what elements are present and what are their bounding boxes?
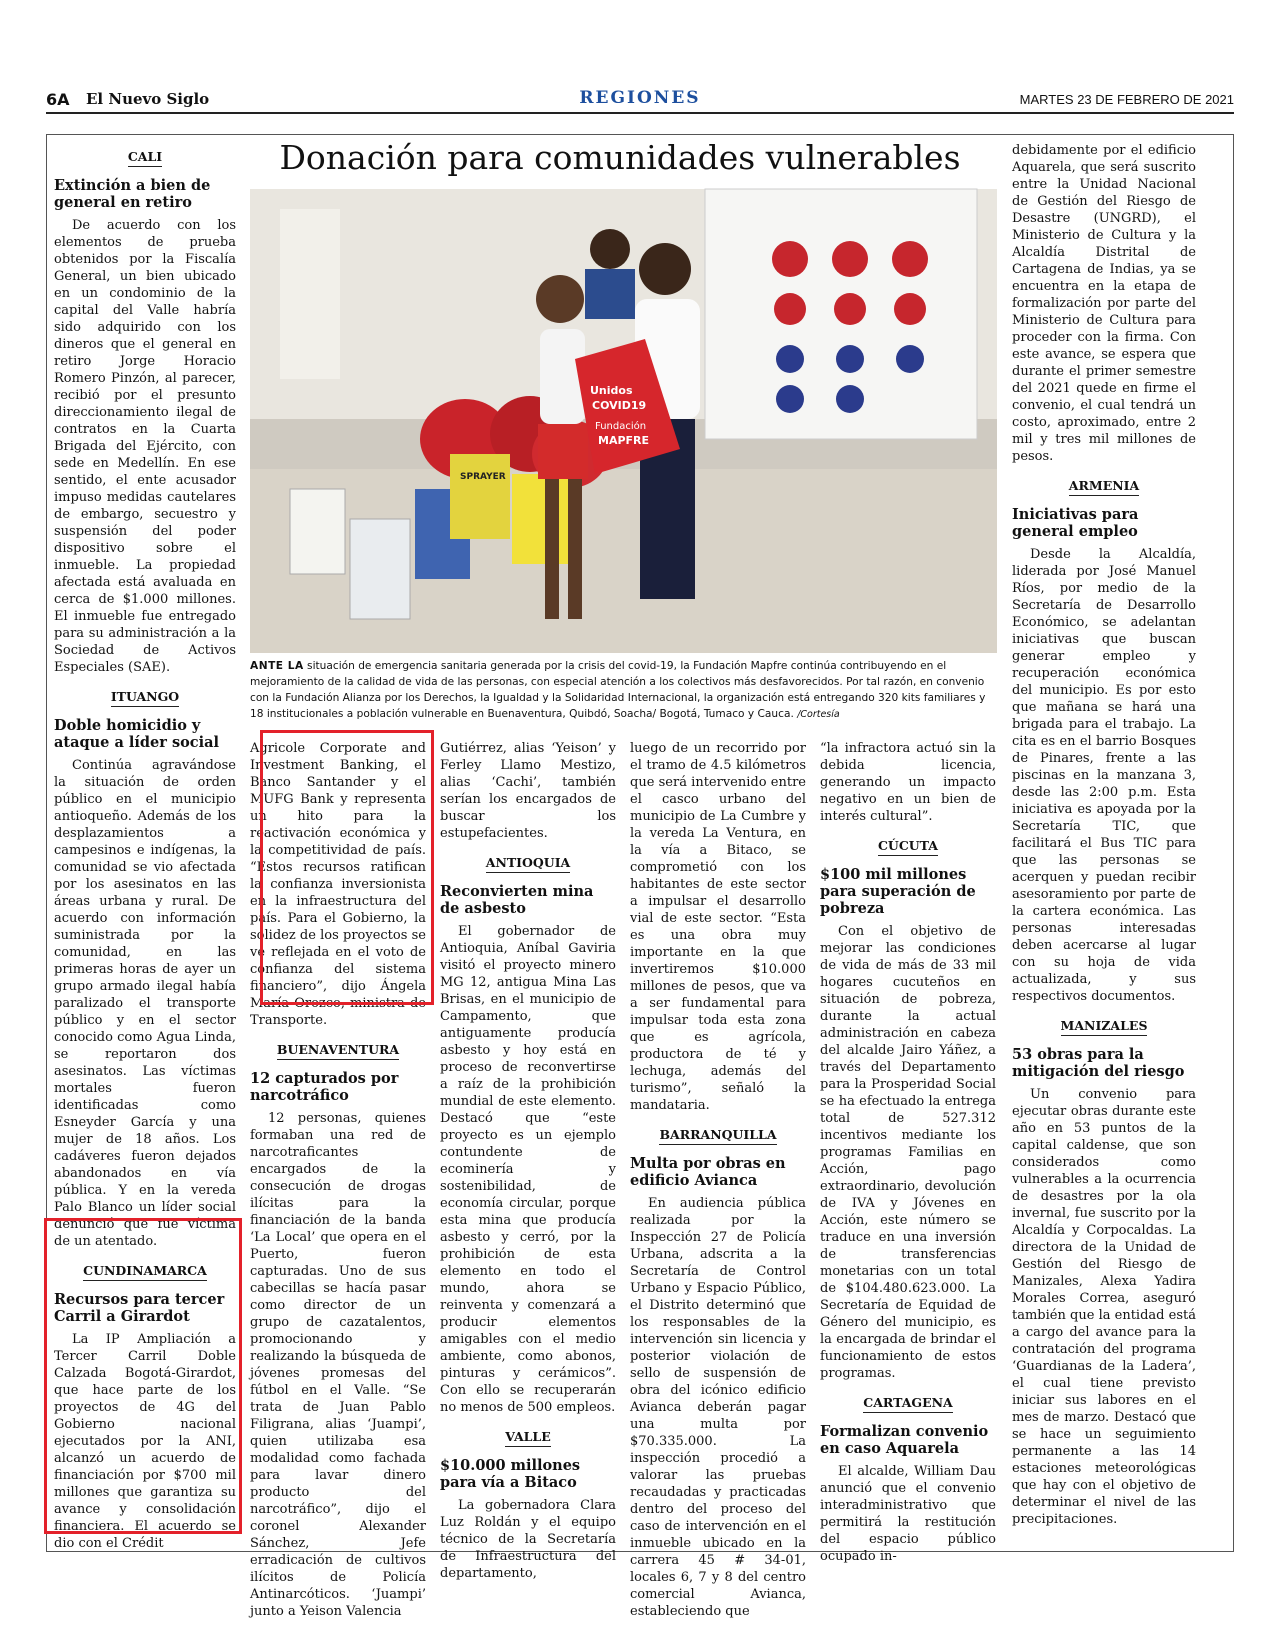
section-label-armenia: ARMENIA <box>1012 465 1196 506</box>
continuation-cartagena: debidamente por el edificio Aquarela, que será suscrito entre la Unidad Nacional de Gestión del Riesgo de Desastre (UNGRD), el Ministerio de Cultura y la Alcaldía Distrital de Cartagena de Indias, ya se encuentra en la etapa de formalización por parte del Ministerio de Cultura para proceder con la firma. Con este avance, se espera que durante el primer semestre del 2021 quede en firme el convenio, el cual tendrá un costo, aproximado, entre 2 mil y tres mil millones de pesos. <box>1012 143 1196 464</box>
body-barranquilla: En audiencia pública realizada por la Inspección 27 de Policía Urbana, adscrita a la Secretaría de Control Urbano y Espacio Público, el Distrito determinó que los responsables de la intervención sin licencia y posterior violación de sello de suspensión de obra del icónico edificio Avianca deberán pagar una multa por $70.335.000. La inspección procedió a valorar las pruebas recaudadas y practicadas dentro del proceso del caso de intervención en el inmueble ubicado en la carrera 45 # 34-01, locales 6, 7 y 8 del centro comercial Avianca, estableciendo que <box>630 1196 806 1619</box>
bag-text-3: Fundación <box>595 421 647 432</box>
section-label-cartagena: CARTAGENA <box>820 1382 996 1423</box>
caption-credit: /Cortesía <box>797 709 840 720</box>
continuation-barranquilla: “la infractora actuó sin la debida licencia, generando un impacto negativo en un bien de interés cultural”. <box>820 741 996 824</box>
body-cundinamarca: La IP Ampliación a Tercer Carril Doble Calzada Bogotá-Girardot, que hace parte de los proyectos de 4G del Gobierno nacional ejecutados por la ANI, alcanzó un acuerdo de financiación por $700 mil millones que garantiza su avance y consolidación financiera. El acuerdo se dio con el Crédit <box>54 1332 236 1551</box>
newspaper-name: El Nuevo Siglo <box>86 90 210 108</box>
sprayer-label: SPRAYER <box>460 472 506 482</box>
section-label-buenaventura: BUENAVENTURA <box>250 1029 426 1070</box>
body-cali: De acuerdo con los elementos de prueba obtenidos por la Fiscalía General, un bien ubicado en un condominio de la capital del Valle habría sido adquirido con los dineros que el general en retiro Jorge Horacio Romero Pinzón, al parecer, recibió por el presunto direccionamiento ilegal de contratos en la Cuarta Brigada del Ejército, con sede en Medellín. En ese sentido, el ente acusador impuso medidas cautelares de embargo, secuestro y suspensión del poder dispositivo sobre el inmueble. La propiedad afectada está avaluada en cerca de $1.000 millones. El inmueble fue entregado para su administración a la Sociedad de Activos Especiales (SAE). <box>54 218 236 675</box>
headline-valle: $10.000 millones para vía a Bitaco <box>440 1457 581 1491</box>
section-label-ituango: ITUANGO <box>54 676 236 717</box>
headline-cali: Extinción a bien de general en retiro <box>54 177 211 211</box>
main-headline: Donación para comunidades vulnerables <box>279 138 961 177</box>
page-header <box>46 88 1234 114</box>
section-label-cundinamarca: CUNDINAMARCA <box>54 1250 236 1291</box>
caption-text: situación de emergencia sanitaria generada por la crisis del covid-19, la Fundación Mapfre continúa contribuyendo en el mejoramiento de la calidad de vida de las personas, con especial atención a los colectivos más desfavorecidos. Por tal razón, en convenio con la Fundación Alianza por los Derechos, la Igualdad y la Solidaridad Internacional, la organización está entregando 320 kits familiares y 18 institucionales a población vulnerable en Buenaventura, Quibdó, Soacha/ Bogotá, Tumaco y Cauca. <box>250 660 986 720</box>
photo-caption <box>250 658 997 723</box>
section-label-cali: CALI <box>54 142 236 177</box>
donation-photo-illustration <box>250 189 997 653</box>
headline-manizales: 53 obras para la mitigación del riesgo <box>1012 1046 1185 1080</box>
page-number: 6A <box>46 90 70 109</box>
highlight-box-continuation <box>260 730 434 1005</box>
body-ituango: Continúa agravándose la situación de orden público en el municipio antioqueño. Además de los desplazamientos a campesinos e indígenas, la comunidad se vio afectada por los asesinatos en las áreas urbana y rural. De acuerdo con información suministrada por la comunidad, en las primeras horas de ayer un grupo armado ilegal había paralizado el transporte público y en el sector conocido como Agua Linda, se reportaron dos asesinatos. Las víctimas mortales fueron identificadas como Esneyder García y una mujer de 18 años. Los cadáveres fueron dejados abandonados en vía pública. Y en la vereda Palo Blanco un líder social denunció que fue víctima de un atentado. <box>54 758 236 1249</box>
continuation-valle: luego de un recorrido por el tramo de 4.5 kilómetros que será intervenido entre el casco urbano del municipio de La Cumbre y la vereda La Ventura, en la vía a Bitaco, se comprometió con los habitantes de este sector a impulsar el desarrollo vial de este sector. “Esta es una obra muy importante en la que invertiremos $10.000 millones de pesos, que va a ser fundamental para impulsar toda esta zona que es agrícola, productora de té y lechuga, además del turismo”, señaló la mandataria. <box>630 741 806 1113</box>
headline-cartagena: Formalizan convenio en caso Aquarela <box>820 1423 989 1457</box>
headline-barranquilla: Multa por obras en edificio Avianca <box>630 1155 786 1189</box>
body-valle: La gobernadora Clara Luz Roldán y el equipo técnico de la Secretaría de Infraestructura del departamento, <box>440 1498 616 1581</box>
continuation-cundinamarca: Agricole Corporate and Investment Banking, el Banco Santander y el MUFG Bank y representa un hito para la reactivación económica y la competitividad de país. “Estos recursos ratifican la confianza inversionista en la infraestructura del país. Para el Gobierno, la solidez de los proyectos se ve reflejada en el voto de confianza del sistema financiero”, dijo Ángela María Orozco, ministra de Transporte. <box>250 741 426 1028</box>
column-6 <box>1012 142 1196 1544</box>
section-label-valle: VALLE <box>440 1416 616 1457</box>
section-label-cucuta: CÚCUTA <box>820 825 996 866</box>
body-armenia: Desde la Alcaldía, liderada por José Manuel Ríos, por medio de la Secretaría de Desarrollo Económico, se adelantan iniciativas que buscan generar empleo y recuperación económica del municipio. Es por esto que mañana se hará una brigada para el trabajo. La cita es en el barrio Bosques de Pinares, frente a las piscinas en la manzana 3, desde las 2:00 p.m. Esta iniciativa es apoyada por la Secretaría TIC, que facilitará el Bus TIC para que las personas se acerquen y puedan recibir asesoramiento por parte de la cartera económica. Las personas interesadas deben acercarse al lugar con su hoja de vida actualizada, y sus respectivos documentos. <box>1012 547 1196 1004</box>
column-4 <box>630 740 806 1619</box>
body-buenaventura: 12 personas, quienes formaban una red de narcotraficantes encargados de la consecución de drogas ilícitas para la financiación de la banda ‘La Local’ que opera en el Puerto, fueron capturadas. Uno de sus cabecillas se hacía pasar como director de un grupo de cazatalentos, promocionando y realizando la búsqueda de jóvenes promesas del fútbol en el Valle. “Se trata de Juan Pablo Filigrana, alias ‘Juampi’, quien utilizaba esa modalidad como fachada para lavar dinero producto del narcotráfico”, dijo el coronel Alexander Sánchez, Jefe erradicación de cultivos ilícitos de Policía Antinarcóticos. ‘Juampi’ junto a Yeison Valencia <box>250 1111 426 1619</box>
headline-cundinamarca: Recursos para tercer Carril a Girardot <box>54 1291 225 1325</box>
column-3 <box>440 740 616 1581</box>
donation-photo <box>250 189 997 653</box>
body-manizales: Un convenio para ejecutar obras durante este año en 53 puntos de la capital caldense, que son considerados como vulnerables a la ocurrencia de desastres por la ola invernal, fue suscrito por la Alcaldía y Corpocaldas. La directora de la Unidad de Gestión del Riesgo de Manizales, Alexa Yadira Morales Correa, aseguró también que la entidad está a cargo del avance para la contratación del programa ‘Guardianas de la Ladera’, el cual tiene previsto iniciar sus labores en el mes de marzo. Destacó que se hace un seguimiento permanente a las 14 estaciones meteorológicas que hay con el objetivo de determinar el nivel de las precipitaciones. <box>1012 1087 1196 1527</box>
continuation-buenaventura: Gutiérrez, alias ‘Yeison’ y Ferley Llamo Mestizo, alias ‘Cachi’, también serían los encargados de buscar los estupefacientes. <box>440 741 616 841</box>
section-label-antioquia: ANTIOQUIA <box>440 842 616 883</box>
issue-date: MARTES 23 DE FEBRERO DE 2021 <box>1019 92 1234 107</box>
highlight-box-cundinamarca <box>44 1218 242 1534</box>
caption-lead: ANTE LA <box>250 660 304 672</box>
bag-text-1: Unidos <box>590 384 633 397</box>
body-cucuta: Con el objetivo de mejorar las condiciones de vida de más de 33 mil hogares cucuteños en situación de pobreza, durante la actual administración en cabeza del alcalde Jairo Yáñez, a través del Departamento para la Prosperidad Social se ha efectuado la entrega total de 527.312 incentivos mediante los programas Familias en Acción, pago extraordinario, devolución de IVA y Jóvenes en Acción, este número se traduce en una inversión de transferencias monetarias con un total de $104.480.623.000. La Secretaría de Equidad de Género del municipio, es la encargada de brindar el funcionamiento de estos programas. <box>820 924 996 1381</box>
headline-antioquia: Reconvierten mina de asbesto <box>440 883 594 917</box>
bag-text-4: MAPFRE <box>598 434 650 447</box>
bag-text-2: COVID19 <box>592 399 647 412</box>
section-label-manizales: MANIZALES <box>1012 1005 1196 1046</box>
column-5 <box>820 740 996 1564</box>
headline-armenia: Iniciativas para general empleo <box>1012 506 1139 540</box>
headline-ituango: Doble homicidio y ataque a líder social <box>54 717 220 751</box>
section-title: REGIONES <box>579 88 701 108</box>
section-label-barranquilla: BARRANQUILLA <box>630 1114 806 1155</box>
body-antioquia: El gobernador de Antioquia, Aníbal Gaviria visitó el proyecto minero MG 12, antigua Mina Las Brisas, en el municipio de Campamento, que antiguamente producía asbesto y hoy está en proceso de reconvertirse a raíz de la prohibición mundial de este elemento. Destacó que “este proyecto es un ejemplo contundente de ecominería y sostenibilidad, de economía circular, porque esta mina que producía asbesto y cerró, por la prohibición de esta elemento en todo el mundo, ahora se reinventa y comenzará a producir elementos amigables con el medio ambiente, como abonos, pinturas y cerámicos”. Con ello se recuperarán no menos de 500 empleos. <box>440 924 616 1415</box>
headline-buenaventura: 12 capturados por narcotráfico <box>250 1070 399 1104</box>
body-cartagena: El alcalde, William Dau anunció que el convenio interadministrativo que permitirá la restitución del espacio público ocupado in- <box>820 1464 996 1564</box>
headline-cucuta: $100 mil millones para superación de pobreza <box>820 866 976 917</box>
